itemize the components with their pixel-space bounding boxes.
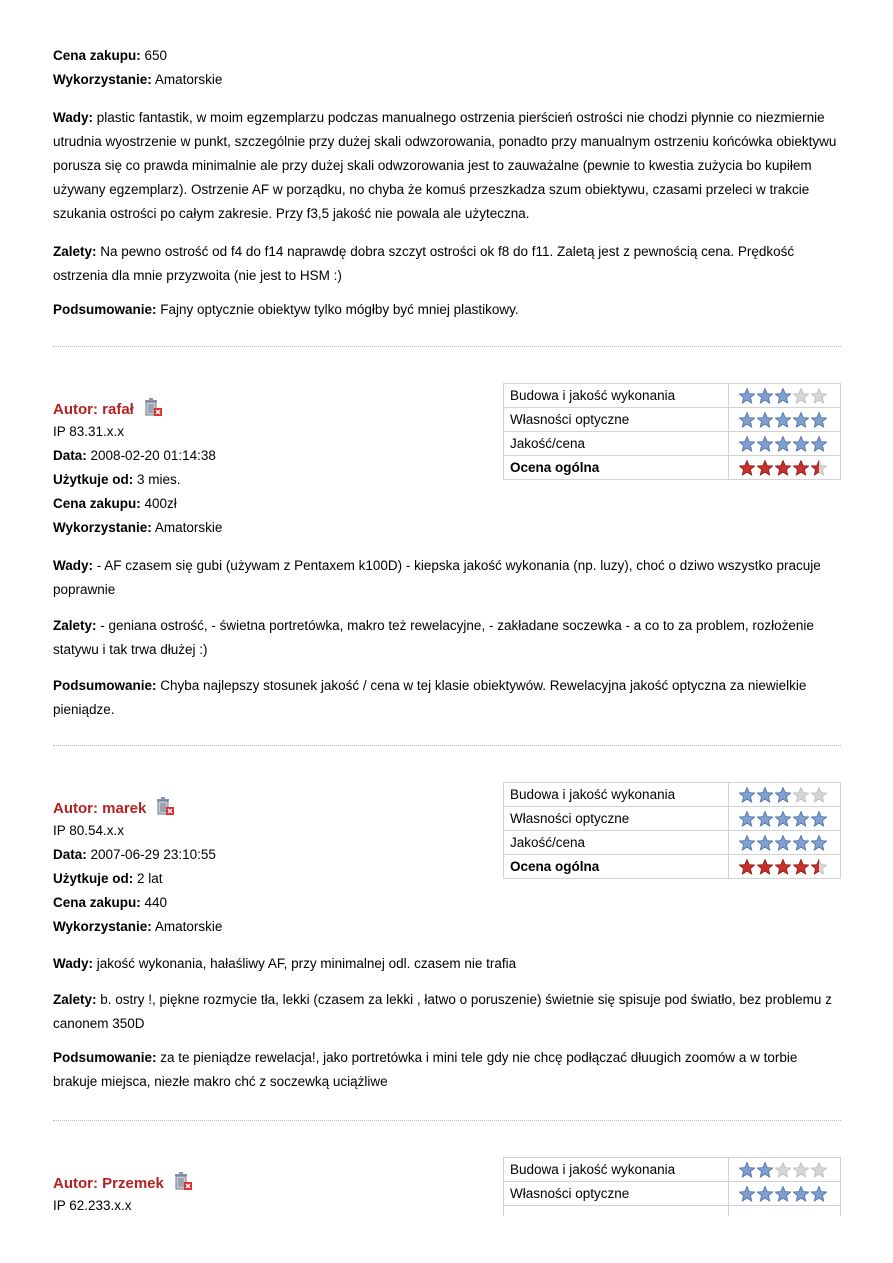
rating-row [504,432,841,456]
review-ip: IP 62.233.x.x [53,1198,132,1213]
star-filled-icon [775,787,790,801]
star-filled-icon [739,388,754,402]
rating-table [503,1157,841,1216]
rating-name [504,1206,729,1217]
rating-stars [729,456,841,480]
review-price: Cena zakupu: 400zł [53,496,177,511]
star-filled-icon [739,787,754,801]
star-filled-icon [739,811,754,825]
trash-icon[interactable] [172,1170,194,1196]
review-uses-since: Użytkuje od: 3 mies. [53,472,181,487]
review-uses-since: Użytkuje od: 2 lat [53,871,163,886]
rating-stars [729,783,841,807]
star-filled-icon [757,436,772,450]
star-rating-icon [739,859,829,875]
rating-name: Jakość/cena [504,432,729,456]
star-filled-icon [793,859,808,873]
rating-name: Ocena ogólna [504,456,729,480]
star-rating-icon [739,412,829,428]
review-ip: IP 83.31.x.x [53,424,125,439]
rating-row [504,831,841,855]
review-separator [53,745,841,746]
star-filled-icon [757,460,772,474]
review-summary: Podsumowanie: Chyba najlepszy stosunek jakość / cena w tej klasie obiektywów. Rewelacyjna jakość optyczna za niewielkie pieniądze. [53,678,807,717]
star-filled-icon [739,460,754,474]
star-rating-icon [739,811,829,827]
author-name: Autor: rafał [53,400,134,418]
top-review-price: Cena zakupu: 650 [53,48,168,63]
rating-name: Własności optyczne [504,1182,729,1206]
star-filled-icon [775,1186,790,1200]
star-filled-icon [757,811,772,825]
star-filled-icon [793,811,808,825]
rating-stars [729,855,841,879]
top-review-summary: Podsumowanie: Fajny optycznie obiektyw tylko mógłby być mniej plastikowy. [53,302,519,317]
star-filled-icon [757,859,772,873]
rating-stars [729,408,841,432]
rating-row [504,1158,841,1182]
review-usage: Wykorzystanie: Amatorskie [53,919,223,934]
top-review-pros: Zalety: Na pewno ostrość od f4 do f14 naprawdę dobra szczyt ostrości ok f8 do f11. Zaletą jest z pewnością cena. Prędkość ostrzenia dla mnie przyzwoita (nie jest to HSM :) [53,244,795,283]
star-empty-icon [811,388,826,402]
review-cons: Wady: - AF czasem się gubi (używam z Pentaxem k100D) - kiepska jakość wykonania (np. luzy), choć o dziwo wszystko pracuje poprawnie [53,558,821,597]
review-separator [53,346,841,347]
review-ip: IP 80.54.x.x [53,823,125,838]
star-filled-icon [757,1186,772,1200]
star-filled-icon [775,859,790,873]
star-filled-icon [811,1186,826,1200]
star-filled-icon [793,412,808,426]
review-date: Data: 2007-06-29 23:10:55 [53,847,216,862]
star-filled-icon [811,835,826,849]
star-filled-icon [811,412,826,426]
star-rating-icon [739,787,829,803]
rating-stars [729,432,841,456]
rating-table [503,383,841,480]
trash-icon[interactable] [154,795,176,821]
star-filled-icon [739,1186,754,1200]
star-filled-icon [775,835,790,849]
rating-name: Własności optyczne [504,408,729,432]
author-name: Autor: Przemek [53,1174,164,1192]
rating-row [504,384,841,408]
star-empty-icon [811,787,826,801]
star-filled-icon [811,811,826,825]
rating-stars [729,831,841,855]
rating-name: Budowa i jakość wykonania [504,1158,729,1182]
star-filled-icon [775,811,790,825]
review-author [53,1170,194,1196]
review-summary: Podsumowanie: za te pieniądze rewelacja!, jako portretówka i mini tele gdy nie chcę podłączać dłuugich zoomów a w torbie brakuje miejsca, niezłe makro chć z soczewką uciążliwe [53,1050,798,1089]
review-pros: Zalety: - geniana ostrość, - świetna portretówka, makro też rewelacyjne, - zakładane soczewka - a co to za problem, rozłożenie statywu i tak trwa dłużej :) [53,618,814,657]
star-filled-icon [739,859,754,873]
star-rating-icon [739,460,829,476]
review-cons: Wady: jakość wykonania, hałaśliwy AF, przy minimalnej odl. czasem nie trafia [53,956,517,971]
star-empty-icon [793,1162,808,1176]
author-name: Autor: marek [53,799,147,817]
star-filled-icon [757,412,772,426]
star-filled-icon [757,1162,772,1176]
star-filled-icon [739,1162,754,1176]
rating-name: Jakość/cena [504,831,729,855]
star-rating-icon [739,388,829,404]
star-filled-icon [739,835,754,849]
star-filled-icon [793,1186,808,1200]
review-price: Cena zakupu: 440 [53,895,168,910]
review-date: Data: 2008-02-20 01:14:38 [53,448,216,463]
star-filled-icon [739,412,754,426]
star-filled-icon [793,835,808,849]
star-empty-icon [811,1162,826,1176]
star-rating-icon [739,835,829,851]
star-empty-icon [775,1162,790,1176]
review-author [53,396,164,422]
rating-table [503,782,841,879]
top-review-cons: Wady: plastic fantastik, w moim egzemplarzu podczas manualnego ostrzenia pierścień ostrości nie chodzi płynnie co niezmiernie utrudnia wyostrzenie w punkt, szczególnie przy dużej skali odwzorowania, ponadto przy manualnym ostrzeniu końcówka obiektywu porusza się co prawda minimalnie ale przy dużej skali odwzorowania jest to zauważalne (pewnie to kwestia zużycia bo kupiłem używany egzemplarz). Ostrzenie AF w porządku, no chyba że komuś przeszkadza szum obiektywu, czasami przeleci w trakcie szukania ostrości po całym zakresie. Przy f3,5 jakość nie powala ale użyteczna. [53,110,837,221]
star-empty-icon [793,388,808,402]
rating-row-overall [504,456,841,480]
rating-name: Własności optyczne [504,807,729,831]
rating-name: Budowa i jakość wykonania [504,384,729,408]
star-filled-icon [793,460,808,474]
star-filled-icon [775,460,790,474]
rating-stars [729,807,841,831]
rating-stars [729,1158,841,1182]
rating-row-overall [504,855,841,879]
review-separator [53,1120,841,1121]
rating-name: Ocena ogólna [504,855,729,879]
star-filled-icon [775,436,790,450]
star-filled-icon [757,388,772,402]
rating-row [504,783,841,807]
star-rating-icon [739,1162,829,1178]
star-filled-icon [775,388,790,402]
rating-name: Budowa i jakość wykonania [504,783,729,807]
rating-row [504,1182,841,1206]
star-rating-icon [739,1186,829,1202]
rating-stars [729,384,841,408]
rating-stars [729,1182,841,1206]
star-filled-icon [775,412,790,426]
star-filled-icon [757,835,772,849]
review-usage: Wykorzystanie: Amatorskie [53,520,223,535]
review-author [53,795,176,821]
trash-icon[interactable] [142,396,164,422]
star-rating-icon [739,436,829,452]
rating-stars [729,1206,841,1217]
star-filled-icon [757,787,772,801]
star-filled-icon [739,436,754,450]
star-filled-icon [793,436,808,450]
top-review-usage: Wykorzystanie: Amatorskie [53,72,223,87]
rating-row [504,408,841,432]
star-empty-icon [793,787,808,801]
rating-row [504,807,841,831]
star-filled-icon [811,436,826,450]
rating-row-empty [504,1206,841,1217]
review-pros: Zalety: b. ostry !, piękne rozmycie tła, lekki (czasem za lekki , łatwo o poruszenie) świetnie się spisuje pod światło, bez problemu z canonem 350D [53,992,832,1031]
